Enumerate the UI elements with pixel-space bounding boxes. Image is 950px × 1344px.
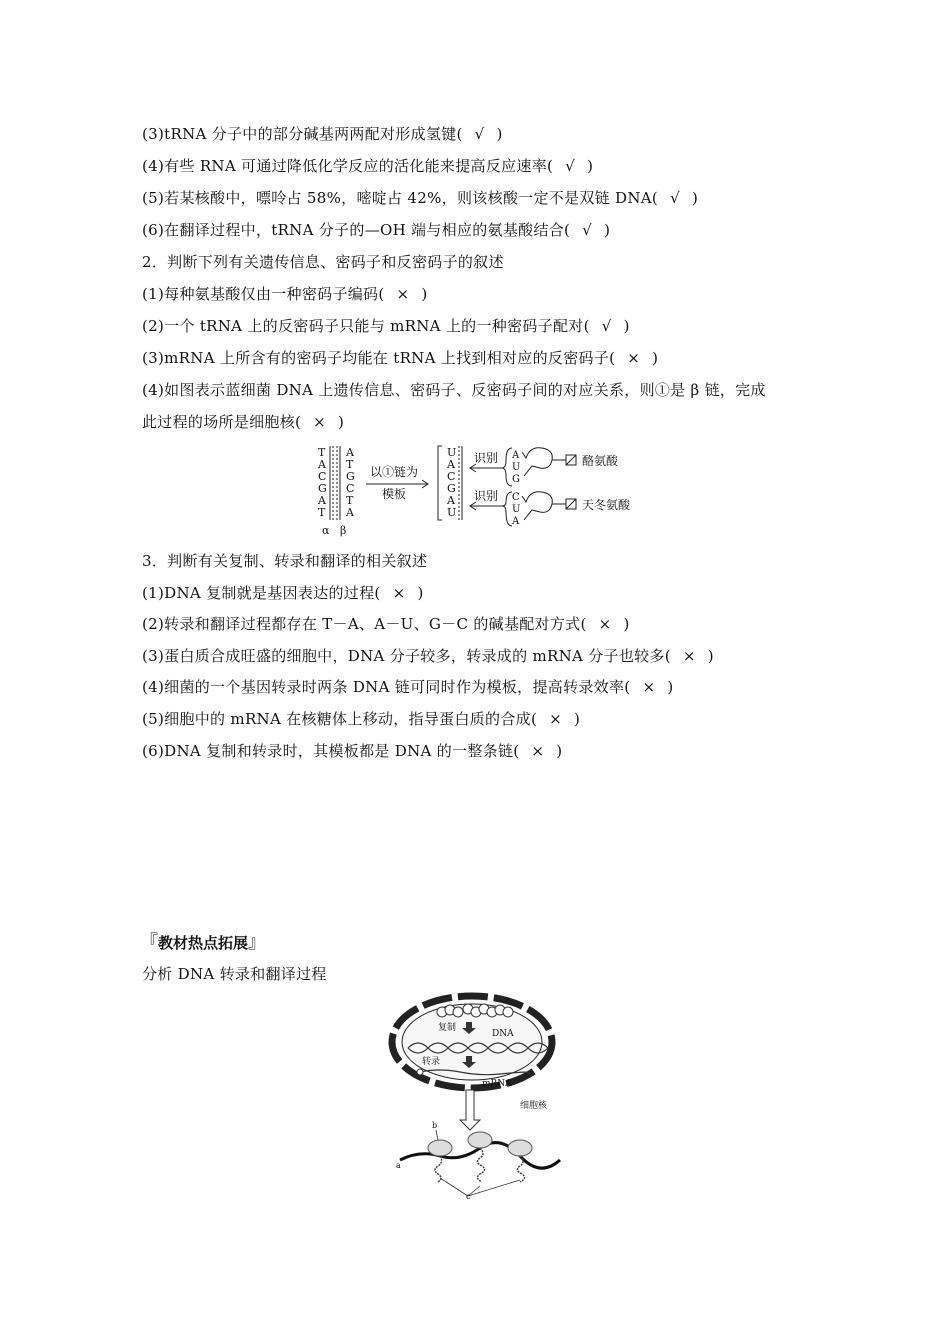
item-close: ) <box>691 189 699 207</box>
alpha-base: C <box>318 470 327 483</box>
answer-mark: × <box>549 710 562 728</box>
judgment-item-line1: (4)如图表示蓝细菌 DNA 上遗传信息、密码子、反密码子间的对应关系，则①是 β 链，完成 <box>142 381 766 399</box>
label-b: b <box>432 1121 438 1130</box>
alpha-base: T <box>318 506 326 519</box>
answer-mark: × <box>313 413 327 431</box>
anticodon-base: C <box>512 492 520 503</box>
mrna-base: C <box>447 470 456 483</box>
label-c: c <box>466 1192 471 1200</box>
anticodon-base: U <box>512 504 521 515</box>
item-text: (4)有些 RNA 可通过降低化学反应的活化能来提高反应速率( <box>142 157 554 175</box>
judgment-item-line2 <box>142 412 344 432</box>
hot-topic-subtitle: 分析 DNA 转录和翻译过程 <box>142 965 327 983</box>
answer-mark: √ <box>670 189 680 207</box>
anticodon-base: U <box>512 462 521 473</box>
beta-base: G <box>346 470 355 483</box>
judgment-item <box>142 741 562 761</box>
bracket-open: 『 <box>140 932 158 953</box>
item-text: 此过程的场所是细胞核( <box>142 413 302 431</box>
beta-base: T <box>346 494 354 507</box>
answer-mark: × <box>396 285 410 303</box>
answer-mark: × <box>682 647 696 665</box>
item-text: (3)mRNA 上所含有的密码子均能在 tRNA 上找到相对应的反密码子( <box>142 349 616 367</box>
judgment-item <box>142 583 424 603</box>
codon-figure <box>310 442 650 542</box>
item-close: ) <box>496 125 503 143</box>
answer-mark: × <box>531 742 545 760</box>
judgment-item <box>142 677 673 697</box>
recognize-label: 识别 <box>474 489 499 503</box>
template-label-1: 以①链为 <box>370 465 419 479</box>
mrna-base: A <box>447 458 455 471</box>
beta-base: C <box>346 482 355 495</box>
judgment-item <box>142 220 610 240</box>
item-close: ) <box>587 157 594 175</box>
item-close: ) <box>556 742 563 760</box>
item-text: (5)细胞中的 mRNA 在核糖体上移动，指导蛋白质的合成( <box>142 710 538 728</box>
answer-mark: × <box>392 584 406 602</box>
template-label-2: 模板 <box>382 487 407 501</box>
item-text: (6)在翻译过程中，tRNA 分子的—OH 端与相应的氨基酸结合( <box>142 221 571 239</box>
item-text: (6)DNA 复制和转录时，其模板都是 DNA 的一整条链( <box>142 742 520 760</box>
mrna-base: G <box>447 482 456 495</box>
item-close: ) <box>338 413 345 431</box>
hot-topic-title: 教材热点拓展 <box>158 934 249 952</box>
item-close: ) <box>417 584 424 602</box>
mrna-label: mRNA <box>482 1079 512 1089</box>
hot-topic-heading <box>140 928 266 954</box>
item-text: (5)若某核酸中，嘌呤占 58%，嘧啶占 42%，则该核酸一定不是双链 DNA( <box>142 189 659 207</box>
judgment-item <box>142 188 698 208</box>
mrna-base: U <box>447 506 457 519</box>
answer-mark: × <box>598 615 612 633</box>
item-close: ) <box>421 285 428 303</box>
anticodon-base: A <box>512 450 520 461</box>
anticodon-base: G <box>512 474 520 485</box>
item-close: ) <box>707 647 714 665</box>
judgment-item <box>142 156 593 176</box>
item-close: ) <box>623 317 630 335</box>
answer-mark: × <box>627 349 641 367</box>
item-close: ) <box>623 615 630 633</box>
replicate-label: 复制 <box>438 1023 457 1033</box>
item-close: ) <box>652 349 659 367</box>
judgment-item <box>142 284 428 304</box>
item-text: (3)蛋白质合成旺盛的细胞中，DNA 分子较多，转录成的 mRNA 分子也较多( <box>142 647 671 665</box>
mrna-base: U <box>447 446 457 459</box>
judgment-item <box>142 646 714 666</box>
alpha-base: A <box>318 494 326 507</box>
item-text: (3)tRNA 分子中的部分碱基两两配对形成氢键( <box>142 125 463 143</box>
item-text: (2)一个 tRNA 上的反密码子只能与 mRNA 上的一种密码子配对( <box>142 317 590 335</box>
beta-base: A <box>346 446 354 459</box>
judgment-item <box>142 348 658 368</box>
answer-mark: √ <box>582 221 593 239</box>
judgment-item <box>142 614 630 634</box>
answer-mark: √ <box>601 317 612 335</box>
anticodon-base: A <box>512 516 520 527</box>
beta-label: β <box>340 524 347 537</box>
beta-base: A <box>346 506 354 519</box>
nucleus-label: 细胞核 <box>520 1101 548 1111</box>
answer-mark: √ <box>565 157 576 175</box>
beta-base: T <box>346 458 354 471</box>
judgment-item <box>142 124 503 144</box>
item-close: ) <box>667 678 674 696</box>
item-text: (2)转录和翻译过程都存在 T－A、A－U、G－C 的碱基配对方式( <box>142 615 587 633</box>
section-title: 3．判断有关复制、转录和翻译的相关叙述 <box>142 552 428 570</box>
item-text: (1)每种氨基酸仅由一种密码子编码( <box>142 285 385 303</box>
alpha-base: A <box>318 458 326 471</box>
transcription-translation-figure <box>380 990 580 1200</box>
alpha-label: α <box>322 524 330 537</box>
mrna-base: A <box>447 494 455 507</box>
transcribe-label: 转录 <box>422 1057 441 1067</box>
dna-label: DNA <box>492 1029 514 1039</box>
answer-mark: × <box>642 678 656 696</box>
judgment-item <box>142 316 630 336</box>
label-a: a <box>396 1161 401 1170</box>
judgment-item <box>142 709 580 729</box>
answer-mark: √ <box>474 125 485 143</box>
alpha-base: T <box>318 446 326 459</box>
item-close: ) <box>604 221 611 239</box>
amino-acid-label: 酪氨酸 <box>582 454 619 468</box>
item-text: (4)细菌的一个基因转录时两条 DNA 链可同时作为模板，提高转录效率( <box>142 678 631 696</box>
item-text: (1)DNA 复制就是基因表达的过程( <box>142 584 381 602</box>
alpha-base: G <box>318 482 327 495</box>
recognize-label: 识别 <box>474 451 499 465</box>
item-close: ) <box>574 710 581 728</box>
bracket-close: 』 <box>248 932 267 953</box>
section-title: 2．判断下列有关遗传信息、密码子和反密码子的叙述 <box>142 253 504 271</box>
amino-acid-label: 天冬氨酸 <box>582 498 631 512</box>
